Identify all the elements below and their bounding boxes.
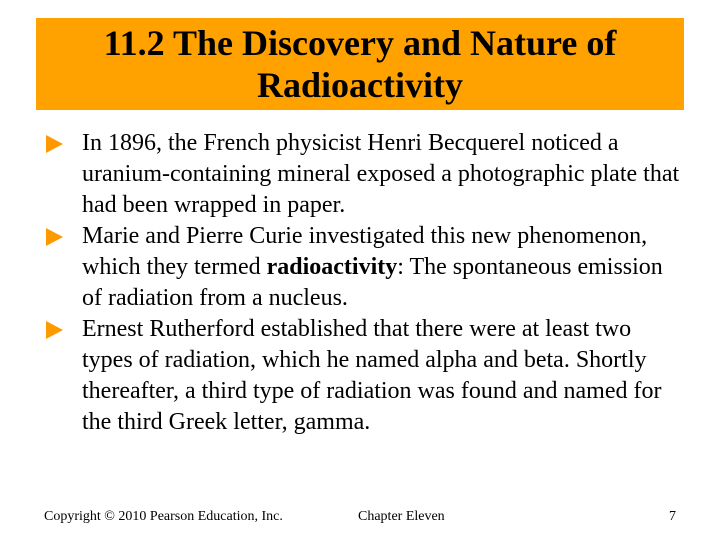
footer-page-number: 7 xyxy=(669,509,676,524)
bullet-text-before: Marie and Pierre Curie investigated this new phenomenon, which they termed xyxy=(82,223,648,280)
bullet-text-after: : The spontaneous emission of radiation from a nucleus. xyxy=(82,254,663,311)
footer-chapter: Chapter Eleven xyxy=(358,509,445,524)
bullet-list xyxy=(44,128,684,438)
triangle-bullet-icon xyxy=(46,135,63,153)
triangle-bullet-icon xyxy=(46,321,63,339)
bullet-item-curie xyxy=(44,221,684,314)
bold-term-radioactivity: radioactivity xyxy=(266,254,398,280)
title-line-1: 11.2 The Discovery and Nature of xyxy=(103,23,617,63)
footer-copyright: Copyright © 2010 Pearson Education, Inc. xyxy=(44,509,283,524)
bullet-text: Ernest Rutherford established that there were at least two types of radiation, which he named alpha and beta. Shortly thereafter, a third type of radiation was found and named for the third Greek letter, gamma. xyxy=(82,316,662,435)
slide-title xyxy=(104,22,617,106)
bullet-item-rutherford xyxy=(44,314,684,438)
bullet-text: In 1896, the French physicist Henri Becquerel noticed a uranium-containing mineral exposed a photographic plate that had been wrapped in paper. xyxy=(82,130,680,218)
title-line-2: Radioactivity xyxy=(257,65,463,105)
title-bar xyxy=(36,18,684,110)
bullet-item-becquerel xyxy=(44,128,684,221)
triangle-bullet-icon xyxy=(46,228,63,246)
